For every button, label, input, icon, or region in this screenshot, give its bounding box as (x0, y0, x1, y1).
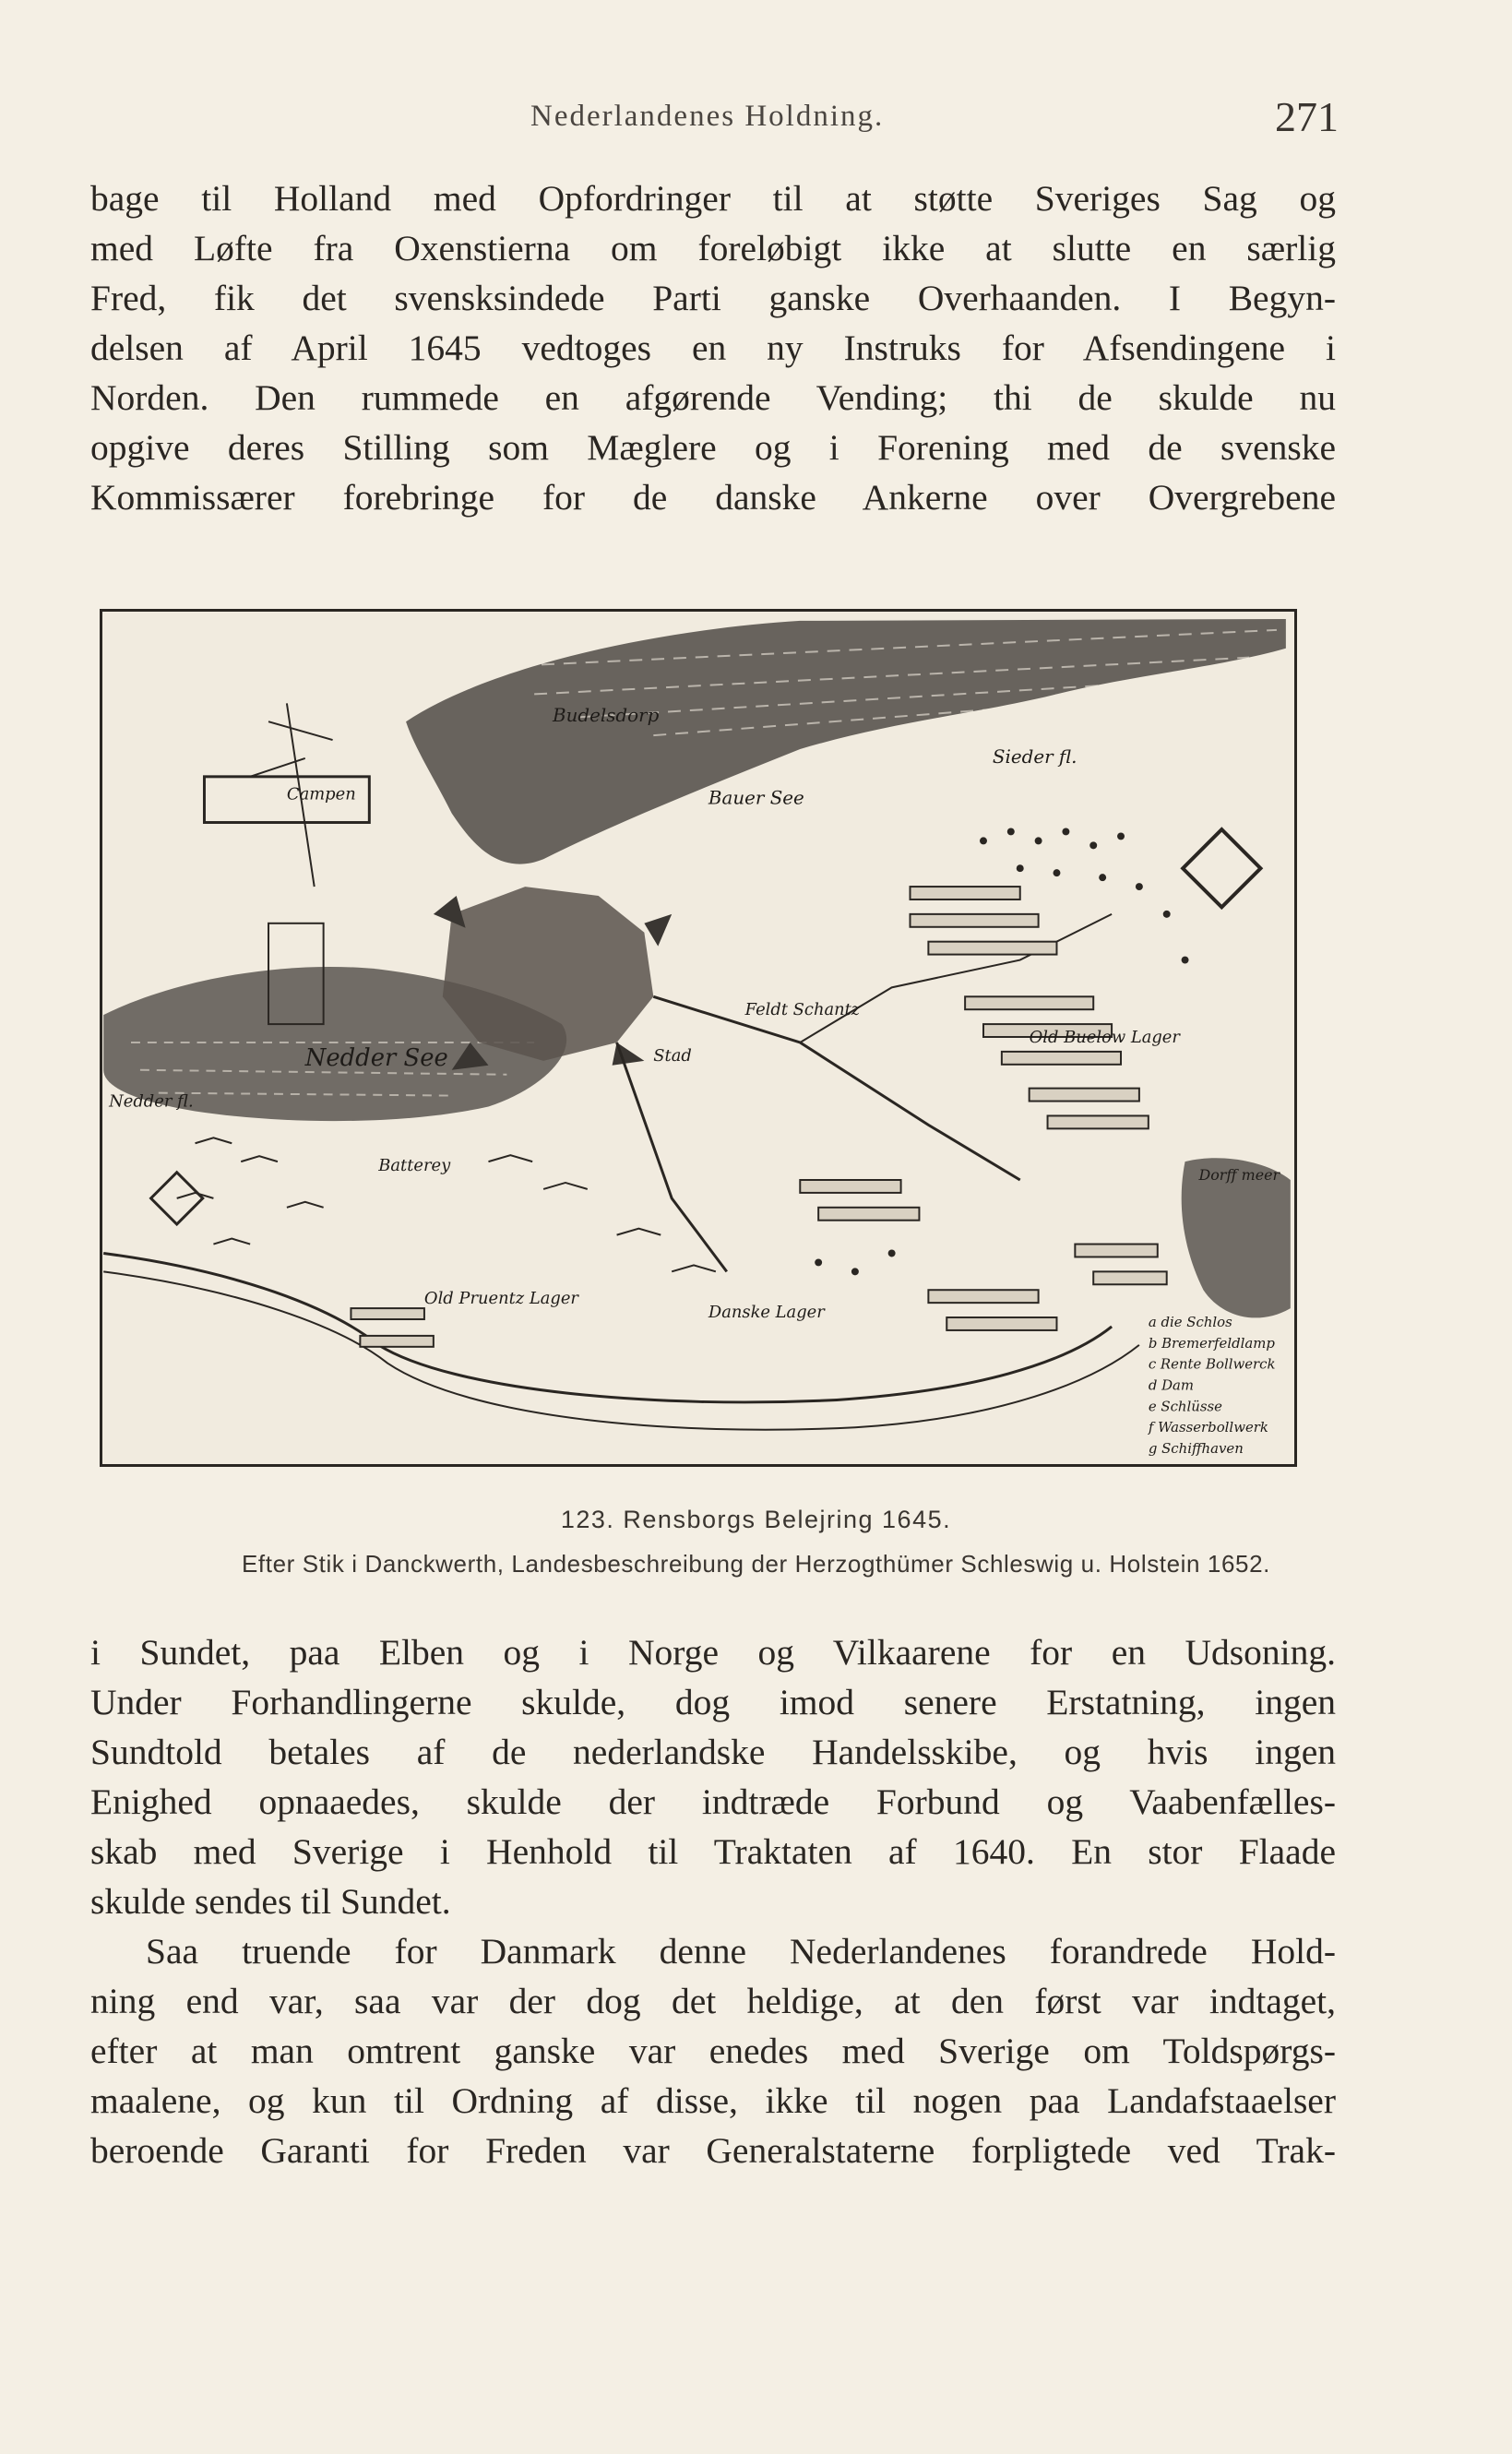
label-budelsdorp: Budelsdorp (553, 705, 660, 727)
text-line: Under Forhandlingerne skulde, dog imod senere Erstatning, ingen (90, 1682, 1336, 1722)
label-bauer-see: Bauer See (708, 787, 804, 809)
label-dorff-meer: Dorff meer (1198, 1166, 1280, 1184)
page-header (0, 92, 1512, 148)
label-nedder-see: Nedder See (304, 1043, 448, 1072)
label-danske-lager: Danske Lager (708, 1303, 825, 1323)
text-line: opgive deres Stilling som Mæglere og i Forening med de svenske (90, 427, 1336, 468)
label-nedder-fl: Nedder fl. (109, 1091, 194, 1112)
label-campen: Campen (286, 784, 356, 804)
text-line: ning end var, saa var der dog det heldige, at den først var indtaget, (90, 1981, 1336, 2021)
label-stad: Stad (653, 1045, 692, 1066)
text-line: Kommissærer forebringe for de danske Ankerne over Overgrebene (90, 477, 1336, 518)
label-batterey: Batterey (378, 1156, 451, 1176)
siege-map-figure (100, 609, 1297, 1467)
legend-b: b Bremerfeldlamp (1148, 1334, 1275, 1352)
text-line: Enighed opnaaedes, skulde der indtræde Forbund og Vaabenfælles- (90, 1781, 1336, 1822)
paragraph-last (90, 1926, 1336, 2175)
text-line: Sundtold betales af de nederlandske Handelsskibe, og hvis ingen (90, 1732, 1336, 1772)
legend-f: f Wasserbollwerk (1148, 1419, 1268, 1436)
rendsburg-fortress (443, 887, 654, 1061)
page-number: 271 (1275, 93, 1339, 140)
legend-d: d Dam (1148, 1376, 1195, 1394)
text-line: Norden. Den rummede en afgørende Vending; thi de skulde nu (90, 377, 1336, 418)
text-line: Saa truende for Danmark denne Nederlandenes forandrede Hold- (146, 1931, 1336, 1972)
text-line: skab med Sverige i Henhold til Traktaten af 1640. En stor Flaade (90, 1831, 1336, 1872)
legend-c1: c Rente Bollwerck (1148, 1355, 1276, 1373)
legend-e: e Schlüsse (1148, 1398, 1222, 1415)
running-head: Nederlandenes Holdning. (530, 100, 885, 133)
text-line: med Løfte fra Oxenstierna om foreløbigt ikke at slutte en særlig (90, 228, 1336, 268)
paragraph-top (90, 173, 1336, 522)
label-sieder: Sieder fl. (992, 745, 1077, 768)
map-legend (1148, 1314, 1276, 1457)
legend-a: a die Schlos (1148, 1313, 1232, 1330)
text-line: maalene, og kun til Ordning af disse, ikke til nogen paa Landafstaaelser (90, 2080, 1336, 2121)
text-line: delsen af April 1645 vedtoges en ny Instruks for Afsendingene i (90, 328, 1336, 368)
star-fort (1183, 829, 1260, 907)
upper-water (406, 619, 1286, 864)
text-line: bage til Holland med Opfordringer til at støtte Sveriges Sag og (90, 178, 1336, 219)
label-old-buelow-lager: Old Buelow Lager (1029, 1027, 1180, 1047)
legend-g: g Schiffhaven (1148, 1440, 1244, 1458)
text-line: beroende Garanti for Freden var Generalstaterne forpligtede ved Trak- (90, 2130, 1336, 2171)
figure-caption: 123. Rensborgs Belejring 1645. (560, 1506, 952, 1533)
paragraph-bottom (90, 1627, 1336, 1926)
label-feldt-schantz: Feldt Schantz (744, 1000, 861, 1020)
text-line: skulde sendes til Sundet. (90, 1881, 451, 1922)
text-line: Fred, fik det svensksindede Parti ganske Overhaanden. I Begyn- (90, 278, 1336, 318)
text-line: efter at man omtrent ganske var enedes med Sverige om Toldspørgs- (90, 2031, 1336, 2071)
figure-source: Efter Stik i Danckwerth, Landesbeschreibung der Herzogthümer Schleswig u. Holstein 1652. (241, 1550, 1271, 1578)
siege-map (102, 612, 1294, 1464)
label-old-pruentz-lager: Old Pruentz Lager (423, 1289, 578, 1309)
text-line: i Sundet, paa Elben og i Norge og Vilkaarene for en Udsoning. (90, 1632, 1336, 1673)
